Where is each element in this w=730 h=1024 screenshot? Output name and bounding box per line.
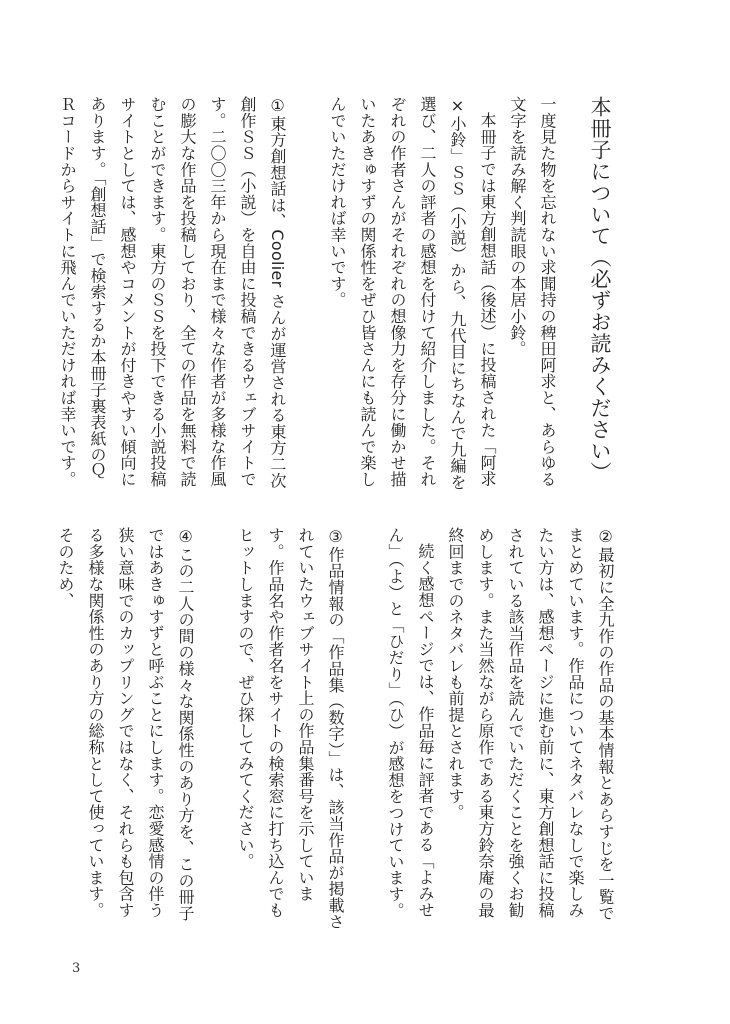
top-text-block — [52, 96, 620, 491]
paragraph-spacer — [350, 527, 380, 932]
note-2-paragraph: ②最初に全九作の作品の基本情報とあらすじを一覧でまとめています。作品についてネタバレなしで楽しみたい方は、感想ページに進む前に、東方創想話に投稿されている該当作品を読んでいただくことを強くお勧めします。また当然ながら原作である東方鈴奈庵の最終回までのネタバレも前提とされます。 — [446, 527, 615, 922]
bottom-text-block — [50, 527, 620, 932]
note-1-paragraph: ①東方創想話は、Coolier さんが運営される東方二次創作ＳＳ（小説）を自由に投稿できるウェブサイトです。二〇〇三年から現在まで様々な作者が多様な作風の膨大な作品を投稿しており、全ての作品を無料で読むことができます。東方のＳＳを投下できる小説投稿サイトとしては、感想やコメントが付きやすい傾向にあります。「創想話」で検索するか本冊子裏表紙のＱＲコードからサイトに飛んでいただければ幸いです。 — [58, 96, 287, 489]
note-4-paragraph: ④この二人の間の様々な関係性のあり方を、この冊子ではあきゅすずと呼ぶことにします。恋愛感情の伴う狭い意味でのカップリングではなく、それらも包含する多様な関係性のあり方の総称として使っています。そのため、 — [56, 527, 195, 922]
paragraph-spacer — [200, 527, 230, 932]
intro-paragraph-1: 一度見た物を忘れない求聞持の稗田阿求と、あらゆる文字を読み解く判読眼の本居小鈴。 — [508, 96, 557, 488]
page-number: 3 — [72, 961, 81, 976]
note-2-continued: 続く感想ページでは、作品毎に評者である「よみせん」（よ）と「ひだり」（ひ）が感想をつけています。 — [386, 527, 435, 919]
intro-paragraph-2: 本冊子では東方創想話（後述）に投稿された「阿求×小鈴」ＳＳ（小説）から、九代目にちなんで九編を選び、二人の評者の感想を付けて紹介しました。それぞれの作者さんがそれぞれの想像力を存分に働かせ描いたあきゅすずの関係性をぜひ皆さんにも読んで楽しんでいただければ幸いです。 — [328, 96, 497, 491]
page-title: 本冊子について（必ずお読みください） — [588, 96, 612, 483]
paragraph-spacer — [292, 96, 322, 491]
note-3-paragraph: ③作品情報の「作品集（数字）」は、該当作品が掲載されていたウェブサイト上の作品集番号を示しています。作品名や作者名をサイトの検索窓に打ち込んでもヒットしますので、ぜひ探してみてください。 — [236, 527, 345, 930]
